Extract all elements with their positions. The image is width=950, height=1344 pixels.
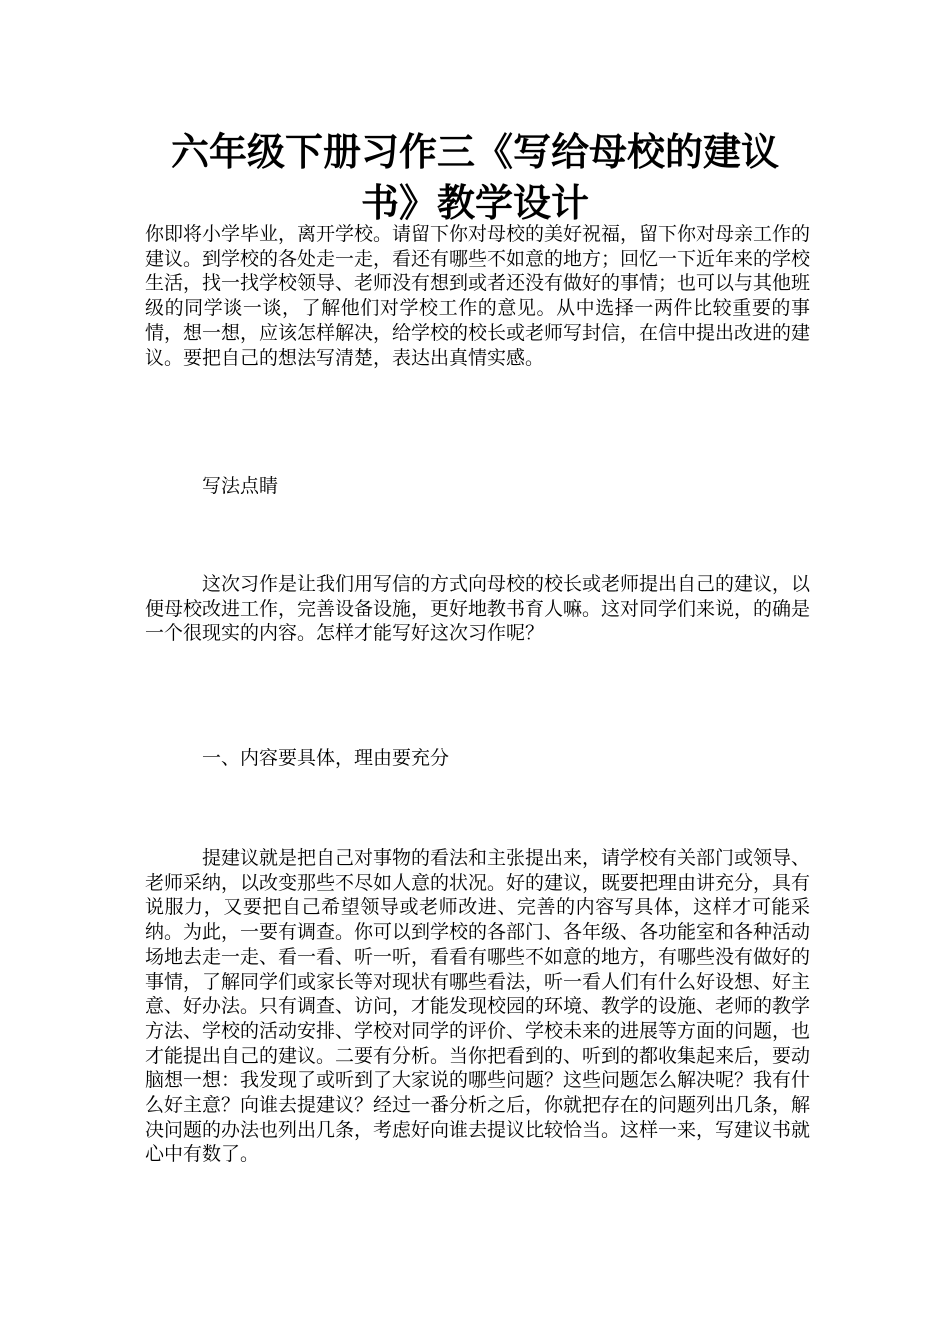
document-title-line-2: 书》教学设计	[360, 180, 589, 225]
content-paragraph: 提建议就是把自己对事物的看法和主张提出来，请学校有关部门或领导、老师采纳，以改变那些不尽如人意的状况。好的建议，既要把理由讲充分，具有说服力，又要把自己希望领导或老师改进、完善的内容写具体，这样才可能采纳。为此，一要有调查。你可以到学校的各部门、各年级、各功能室和各种活动场地去走一走、看一看、听一听，看看有哪些不如意的地方，有哪些没有做好的事情，了解同学们或家长等对现状有哪些看法，听一看人们有什么好设想、好主意、好办法。只有调查、访问，才能发现校园的环境、教学的设施、老师的教学方法、学校的活动安排、学校对同学的评价、学校未来的进展等方面的问题，也才能提出自己的建议。二要有分析。当你把看到的、听到的都收集起来后，要动脑想一想：我发现了或听到了大家说的哪些问题？这些问题怎么解决呢？我有什么好主意？向谁去提建议？经过一番分析之后，你就把存在的问题列出几条，解决问题的办法也列出几条，考虑好向谁去提议比较恰当。这样一来，写建议书就心中有数了。	[145, 847, 811, 1166]
intro-paragraph: 你即将小学毕业，离开学校。请留下你对母校的美好祝福，留下你对母亲工作的建议。到学校的各处走一走，看还有哪些不如意的地方；回忆一下近年来的学校生活，找一找学校领导、老师没有想到或者还没有做好的事情；也可以与其他班级的同学谈一谈，了解他们对学校工作的意见。从中选择一两件比较重要的事情，想一想，应该怎样解决，给学校的校长或老师写封信，在信中提出改进的建议。要把自己的想法写清楚，表达出真情实感。	[145, 223, 811, 369]
writing-tips-paragraph: 这次习作是让我们用写信的方式向母校的校长或老师提出自己的建议，以便母校改进工作，完善设备设施，更好地教书育人嘛。这对同学们来说，的确是一个很现实的内容。怎样才能写好这次习作呢？	[145, 573, 811, 645]
document-title-line-1: 六年级下册习作三《写给母校的建议	[170, 129, 779, 174]
section-heading-writing-tips: 写法点睛	[202, 475, 279, 497]
section-heading-content: 一、内容要具体，理由要充分	[202, 747, 450, 769]
